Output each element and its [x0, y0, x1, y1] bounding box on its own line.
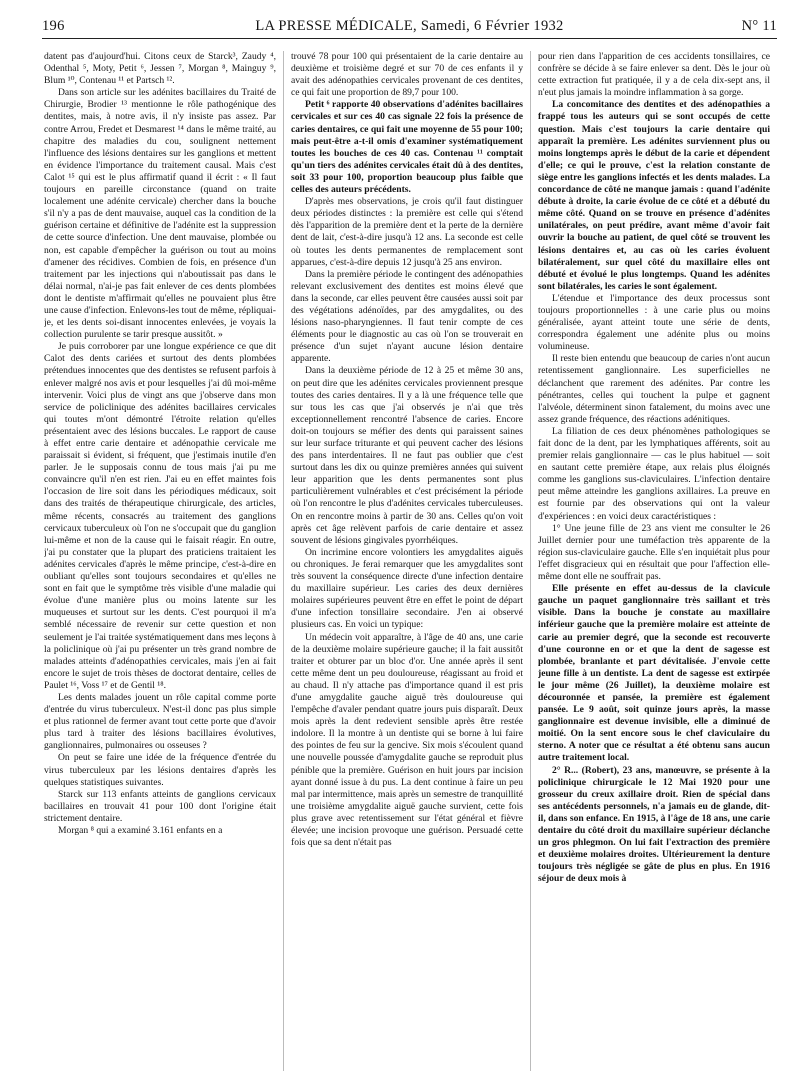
paragraph: 2° R... (Robert), 23 ans, manœuvre, se présente à la policlinique chirurgicale le 12 Mai 1920 pour une grosseur du creux axillaire droit. Rien de spécial dans ses antécédents personnels, n'a jamais eu de glande, dit-il, dans son enfance. En 1915, à l'âge de 18 ans, une carie dentaire du côté droit du maxillaire supérieur déclanche un gros phlegmon. On lui fait l'extraction des première et deuxième molaires droites. Ultérieurement la denture toujours très négligée se gâte de plus en plus. En 1916 séjour de deux mois à	[538, 764, 770, 885]
issue-number: N° 11	[741, 18, 777, 34]
paragraph: Petit ⁶ rapporte 40 observations d'adénites bacillaires cervicales et sur ces 40 cas signale 22 fois la présence de caries dentaires, ce qui fait une moyenne de 55 pour 100; mais peut-être a-t-il omis d'examiner systématiquement toutes les bouches de ces 40 cas. Contenau ¹¹ comptait qu'un tiers des adénites cervicales était dû à des dentites, soit 33 pour 100, proportion beaucoup plus faible que celles des auteurs précédents.	[291, 99, 523, 196]
text-column-1	[44, 51, 276, 1075]
paragraph: 1° Une jeune fille de 23 ans vient me consulter le 26 Juillet dernier pour une tuméfaction très apparente de la région sus-claviculaire gauche. Elle s'en inquiétait plus pour l'effet disgracieux qui en résultait que pour l'affection elle-même dont elle ne souffrait pas.	[538, 522, 770, 583]
paragraph: Dans la première période le contingent des adénopathies relevant exclusivement des dentites est moins élevé que dans la seconde, car elles peuvent être causées aussi soit par des végétations adénoïdes, par des amygdalites, ou des lésions naso-pharyngiennes. Il faut tenir compte de ces éléments pour le diagnostic au cas où l'on se trouverait en présence d'un sujet n'ayant aucune lésion dentaire apparente.	[291, 268, 523, 365]
paragraph: Dans son article sur les adénites bacillaires du Traité de Chirurgie, Brodier ¹³ mentionne le rôle pathogénique des dentites, mais, à notre avis, il n'y insiste pas assez. Par contre Arrou, Fredet et Desmarest ¹⁴ dans le même traité, au chapitre des maladies du cou, soulignent nettement l'influence des lésions dentaires sur les ganglions et mettent en évidence l'importance du traitement causal. Mais c'est Calot ¹⁵ qui est le plus affirmatif quand il écrit : « Il faut toujours en pareille circonstance (quand on traite localement une adénite cervicale) chercher dans la bouche s'il n'y a pas de dent mauvaise, auquel cas la condition de la guérison certaine et définitive de l'adénite est la suppression de cette source d'infection. Une dent mauvaise, plombée ou non, est capable d'empêcher la guérison ou tout au moins d'amener des récidives. Combien de fois, en présence d'un traitement par les injections qui n'aboutissait pas dans le délai normal, n'ai-je pas fait enlever de ces dents plombées dont le dentiste m'affirmait qu'elles ne pouvaient plus être une cause d'infection. Enlevons-les tout de même, répliquai-je, et les dents soi-disant innocentes enlevées, je voyais la collection purulente se tarir presque aussitôt. »	[44, 87, 276, 341]
text-column-3	[538, 51, 770, 1075]
paragraph: Il reste bien entendu que beaucoup de caries n'ont aucun retentissement ganglionnaire. Les superficielles ne déclanchent que rarement des adénites. Par contre les pénétrantes, celles qui touchent la pulpe et gagnent l'alvéole, déterminent sinon fatalement, du moins avec une assez grande fréquence, des réactions adénitiques.	[538, 353, 770, 425]
page-header	[42, 16, 777, 39]
paragraph: Elle présente en effet au-dessus de la clavicule gauche un paquet ganglionnaire très saillant et très visible. Dans la bouche je constate au maxillaire inférieur gauche que la première molaire est atteinte de carie au premier degré, que la seconde est recouverte d'une couronne en or et que la dent de sagesse est plombée, branlante et part dévitalisée. J'envoie cette jeune fille à un dentiste. La dent de sagesse est extirpée le jour même (26 Juillet), la deuxième molaire est découronnée et pansée, la première est également pansée. Le 9 août, soit quinze jours après, la masse ganglionnaire est devenue invisible, elle a diminué de moitié. On la sent encore sous le chef claviculaire du sterno. A noter que ce résultat a été obtenu sans aucun autre traitement local.	[538, 583, 770, 764]
paragraph: L'étendue et l'importance des deux processus sont toujours proportionnelles : à une carie plus ou moins généralisée, ayant atteint toute une série de dents, correspondra également une adénite plus ou moins volumineuse.	[538, 292, 770, 353]
paragraph: Dans la deuxième période de 12 à 25 et même 30 ans, on peut dire que les adénites cervicales proviennent presque toutes des caries dentaires. Il y a là une fréquence telle que sur tous les cas que j'ai observés je n'ai que très exceptionnellement rencontré l'absence de caries. Encore doit-on toujours se méfier des dents qui paraissent saines sur leur surface triturante et qui peuvent cacher des lésions des pans interdentaires. Il ne faut pas oublier que c'est surtout dans les dix ou quinze premières années qui suivent leur apparition que les dents permanentes sont plus particulièrement vulnérables et c'est précisément la période où l'on rencontre le plus d'adénites cervicales tuberculeuses. On en rencontre moins à partir de 30 ans. Celles qu'on voit après cet âge relèvent parfois de carie dentaire et assez souvent de lésions gingivales pyorrhéiques.	[291, 365, 523, 546]
paragraph: Les dents malades jouent un rôle capital comme porte d'entrée du virus tuberculeux. N'est-il donc pas plus simple et plus rationnel de fermer avant tout cette porte que d'avoir plus tard à traiter des lésions bacillaires évolutives, ganglionnaires, pulmonaires ou osseuses ?	[44, 691, 276, 752]
page-number: 196	[42, 18, 65, 34]
paragraph: On peut se faire une idée de la fréquence d'entrée du virus tuberculeux par les lésions dentaires d'après les quelques statistiques suivantes.	[44, 752, 276, 788]
paragraph: Morgan ⁸ qui a examiné 3.161 enfants en a	[58, 825, 223, 836]
paragraph: D'après mes observations, je crois qu'il faut distinguer deux périodes distinctes : la première est celle qui s'étend dès l'apparition de la première dent et la perte de la dernière dent de lait, c'est-à-dire jusqu'à 12 ans. La seconde est celle où toutes les dents permanentes de remplacement sont apparues, c'est-à-dire depuis 12 jusqu'à 25 ans environ.	[291, 196, 523, 268]
paragraph: On incrimine encore volontiers les amygdalites aiguës ou chroniques. Je ferai remarquer que les amygdalites sont très souvent la conséquence directe d'une infection dentaire du maxillaire supérieur. Les caries des deux dernières molaires supérieures peuvent être en effet le point de départ d'une infection tonsillaire secondaire. J'en ai observé plusieurs cas. En voici un typique:	[291, 546, 523, 631]
column-divider	[283, 51, 284, 1071]
column-divider	[530, 51, 531, 1071]
paragraph: datent pas d'aujourd'hui. Citons ceux de Starck³, Zaudy ⁴, Odenthal ⁵, Moty, Petit ⁶, Jessen ⁷, Morgan ⁸, Mainguy ⁹, Blum ¹⁰, Contenau ¹¹ et Partsch ¹².	[44, 51, 276, 87]
journal-title: LA PRESSE MÉDICALE, Samedi, 6 Février 1932	[255, 18, 564, 34]
text-column-2	[291, 51, 523, 1075]
paragraph: trouvé 78 pour 100 qui présentaient de la carie dentaire au deuxième et troisième degré et sur 70 de ces enfants il y avait des adénopathies cervicales provenant de ces dentites, ce qui fait une proportion de 89,7 pour 100.	[291, 51, 523, 99]
paragraph: La concomitance des dentites et des adénopathies a frappé tous les auteurs qui se sont occupés de cette question. Mais c'est toujours la carie dentaire qui apparaît la première. Les adénites surviennent plus ou moins longtemps après le début de la carie et dépendent d'elle; ce qui le prouve, c'est la relation constante de siège entre les ganglions infectés et les dents malades. La concordance de côté ne manque jamais : quand l'adénite débute à droite, la carie évolue de ce côté et a débuté du même côté. Quand on se trouve en présence d'adénites unilatérales, on peut prédire, avant même d'avoir fait ouvrir la bouche au patient, de quel côté se trouvent les lésions dentaires et, au cas où les caries évoluent bilatéralement, sur quel côté du maxillaire elles ont débuté et évolué le plus longtemps. Quand les adénites sont bilatérales, les caries le sont également.	[538, 99, 770, 292]
paragraph: Starck sur 113 enfants atteints de ganglions cervicaux bacillaires en trouvait 41 pour 100 dont l'origine était strictement dentaire.	[44, 788, 276, 824]
paragraph: Je puis corroborer par une longue expérience ce que dit Calot des dents cariées et surtout des dents plombées prétendues innocentes que des dentistes se refusent parfois à enlever malgré nos avis et pour lesquelles j'ai dû moi-même intervenir. Voici plus de vingt ans que j'observe dans mon service de policlinique des adénites bacillaires cervicales qui toutes m'ont démontré l'étroite relation qu'elles présentaient avec des lésions buccales. Le rapport de cause à effet entre carie dentaire et adénopathie cervicale me paraissait si évident, si fréquent, que j'estimais inutile d'en parler. Je le supposais connu de tous mais j'ai pu me convaincre qu'il n'en est rien. J'ai eu en effet maintes fois l'occasion de lire soit dans les périodiques médicaux, soit dans des traités de thérapeutique chirurgicale, des articles, même récents, consacrés au traitement des ganglions cervicaux tuberculeux où l'on ne s'occupait que du ganglion lui-même et non de la cause qui le faisait réagir. En outre, j'ai pu constater que la plupart des praticiens traitaient les adénites cervicales d'après le même principe, c'est-à-dire en oubliant qu'elles sont toujours secondaires et qu'elles ne sont en fait que le symptôme très visible d'une maladie qui évolue d'une manière plus ou moins latente sur les muqueuses et surtout sur les dents. C'est pourquoi il m'a semblé nécessaire de revenir sur cette question et non seulement je l'ai traitée systématiquement dans mes leçons à la policlinique où j'ai pu présenter un très grand nombre de malades atteints d'adénopathies cervicales, mais j'en ai fait encore le sujet de trois thèses de doctorat dentaire, celles de Paulet ¹⁶, Voss ¹⁷ et de Gentil ¹⁸.	[44, 341, 276, 691]
paragraph: pour rien dans l'apparition de ces accidents tonsillaires, ce confrère se décide à se faire enlever sa dent. Dès le jour où cette extraction fut pratiquée, il y a de cela dix-sept ans, il n'eut plus jamais la moindre inflammation à sa gorge.	[538, 51, 770, 99]
paragraph: Un médecin voit apparaître, à l'âge de 40 ans, une carie de la deuxième molaire supérieure gauche; il la fait aussitôt traiter et obturer par un bloc d'or. Une année après il sent cette même dent un peu douloureuse, réagissant au froid et au chaud. Il n'y attache pas d'importance quand il est pris d'une amygdalite gauche aiguë très douloureuse qui l'empêche d'avaler pendant quatre jours puis disparaît. Deux mois après la dent redevient sensible après être restée indolore. Il la montre à un dentiste qui se borne à lui faire des pointes de feu sur la gencive. Six mois s'écoulent quand une nouvelle poussée d'amygdalite gauche se reproduit plus pénible que la première. Guérison en huit jours par incision ayant donné issue à du pus. La dent continue à faire un peu mal par intermittence, mais après un semestre de tranquillité une troisième amygdalite aiguë gauche survient, cette fois plus grave avec retentissement sur l'état général et fièvre élevée; une incision provoque une guérison. Persuadé cette fois que sa dent n'était pas	[291, 631, 523, 849]
paragraph: La filiation de ces deux phénomènes pathologiques se fait donc de la dent, par les lymphatiques afférents, soit au premier relais ganglionnaire — cas le plus habituel — soit en sautant cette première étape, aux relais plus éloignés comme les ganglions sus-claviculaires. L'infection dentaire peut même atteindre les ganglions axillaires. La preuve en est fournie par des observations qui ont la valeur d'expériences : en voici deux caractéristiques :	[538, 425, 770, 522]
